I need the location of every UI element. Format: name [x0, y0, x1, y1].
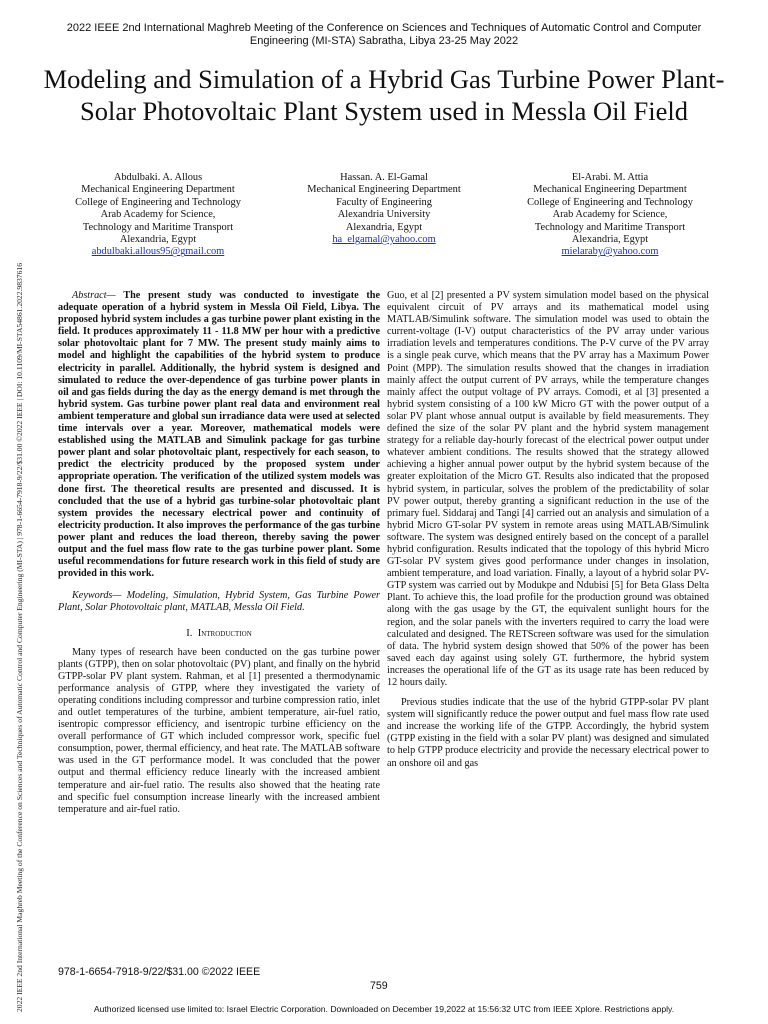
paper-title: Modeling and Simulation of a Hybrid Gas Turbine Power Plant-Solar Photovoltaic Plant System used in Messla Oil Field: [43, 64, 725, 126]
author-affiliation-line: Arab Academy for Science,: [100, 209, 216, 221]
author-affiliation-line: Technology and Maritime Transport: [534, 221, 686, 233]
keywords-text: Modeling, Simulation, Hybrid System, Gas Turbine Power Plant, Solar Photovoltaic plant, MATLAB, Messla Oil Field.: [58, 590, 380, 614]
author-affiliation-line: Alexandria, Egypt: [119, 234, 197, 246]
keywords: [58, 590, 380, 614]
author-affiliation-line: Technology and Maritime Transport: [82, 221, 234, 233]
intro-paragraph: Many types of research have been conducted on the gas turbine power plants (GTPP), then on solar photovoltaic (PV) plant, and finally on the hybrid GTPP-solar PV plant system. Rahman, et al [1] presented a thermodynamic performance analysis of GTPP, where they investigated the variety of operating conditions including compressor and turbine compression ratio, inlet and outlet temperatures of the turbine, ambient temperature, air-fuel ratio, isentropic compressor efficiency, and isentropic turbine efficiency on the overall performance of GT which included compressor work, specific fuel consumption, power, thermal efficiency, and heat rate. The MATLAB software was used in the GT performance model. It was concluded that the power output and thermal efficiency reduce linearly with the increased ambient temperature and air-fuel ratio. The results also showed that the heating rate and specific fuel consumption increase linearly with the increased ambient temperature and air-fuel ratio.: [58, 646, 380, 815]
keywords-label: Keywords—: [72, 590, 122, 602]
doi-side-text: 2022 IEEE 2nd International Maghreb Meeting of the Conference on Sciences and Techniques of Automatic Control and Computer Engineering (MI-STA) | 978-1-6654-7918-9/22/$31.00 ©2022 IEEE | DOI: 10.1109/MI-STA54861.2022.9837616: [15, 263, 24, 1012]
abstract-text: The present study was conducted to investigate the adequate operation of a hybrid system in Messla Oil Field, Libya. The proposed hybrid system includes a gas turbine power plant existing in the field. It produces approximately 11 - 11.8 MW per hour with a predictive solar photovoltaic plant for 7 MW. The present study mainly aims to model and highlight the capabilities of the hybrid system to produce electricity in parallel. Additionally, the hybrid system is designed and simulated to reduce the over-dependence of gas turbine power plants in oil and gas fields during the day as the energy demand is met through the hybrid system. Gas turbine power plant real data and environment real ambient temperature and global sun irradiance data were used at selected time intervals over a year. Moreover, mathematical models were established using the MATLAB and Simulink package for gas turbine power plant and solar photovoltaic plant, respectively for each season, to predict the electricity produced by the proposed system under appropriate operation. The verification of the utilized system models was done first. The theoretical results are presented and discussed. It is concluded that the use of a hybrid gas turbine-solar photovoltaic plant system provides the necessary electrical power and continuity of electricity production. It also improves the performance of the gas turbine power plant and reduces the load thereon, thereby saving the power output and the fuel mass flow rate to the gas turbine power plant. Some useful recommendations for future research work in this field of study are provided in this work.: [58, 290, 380, 580]
author-affiliation-line: Faculty of Engineering: [336, 196, 432, 208]
author-3: [492, 172, 728, 259]
body-paragraph: Guo, et al [2] presented a PV system simulation model based on the physical equivalent circuit of PV arrays and its mathematical model using MATLAB/Simulink software. The simulation model was used to obtain the current-voltage (I-V) output characteristics of the PV array under various irradiation levels and temperatures conditions. The P-V curve of the PV array is a single peak curve, which means that the PV array has a Maximum Power Point (MPP). The simulation results showed that the changes in irradiation mainly affect the output current of PV arrays, while the temperature changes mainly affect the output voltage of PV arrays. Comodi, et al [3] presented a hybrid system consisting of a 100 kW Micro GT with the power output of a solar PV plant whose annual output is available by field measurements. They defined the size of the solar PV plant and the hybrid system management strategy for a reliable day-hourly forecast of the electrical power output under whatever ambient conditions. The results showed that the strategy allowed achieving a higher annual power output by the hybrid system because of the greater exploitation of the Micro GT. Results also indicated that the proposed hybrid system, in particular, solves the problem of the predictability of solar PV power output, thereby granting a significant reduction in the use of the primary fuel. Siddaraj and Tangi [4] carried out an analysis and simulation of a hybrid Micro GT-solar PV system in remote areas using MATLAB/Simulink software. The system was designed entirely based on the concept of a parallel hybrid configuration. Results indicated that the topology of this hybrid Micro GT-solar PV system gives good performance under changes in insolation, ambient temperature, and load variation. Finally, a layout of a hybrid solar PV-GTP system was carried out by Modukpe and Ndubisi [5] for Beta Glass Delta Plant. To achieve this, the load profile for the production ground was obtained along with the gas usage by the GT, the equivalent sunlight hours for the region, and the solar panels with the inverters required to carry the load were calculated and designed. The RETScreen software was used for the simulation of data. The hybrid system design showed that 50% of the power has been saved each day against using solely GT. furthermore, the hybrid system increases the operational life of the GT as its usage rate has been reduced by 12 hours daily.: [387, 290, 709, 688]
section-title: Introduction: [197, 628, 252, 640]
author-email-link[interactable]: abdulbaki.allous95@gmail.com: [91, 246, 225, 258]
right-column: [387, 290, 709, 770]
abstract: [58, 290, 380, 580]
abstract-label: Abstract—: [72, 290, 116, 301]
author-affiliation-line: Alexandria, Egypt: [571, 234, 649, 246]
license-notice: Authorized licensed use limited to: Israel Electric Corporation. Downloaded on December 19,2022 at 15:56:32 UTC from IEEE Xplore. Restrictions apply.: [93, 1004, 675, 1014]
author-1: [40, 172, 276, 259]
footer-isbn: 978-1-6654-7918-9/22/$31.00 ©2022 IEEE: [58, 966, 261, 978]
author-affiliation-line: Mechanical Engineering Department: [307, 184, 461, 196]
author-affiliation-line: Mechanical Engineering Department: [533, 184, 687, 196]
author-name: Abdulbaki. A. Allous: [113, 172, 203, 183]
section-number: I.: [186, 628, 193, 640]
section-heading: [58, 628, 380, 640]
conference-header: 2022 IEEE 2nd International Maghreb Meeting of the Conference on Sciences and Techniques of Automatic Control and Computer Engineering (MI-STA) Sabratha, Libya 23-25 May 2022: [66, 22, 702, 47]
left-column: [58, 290, 380, 816]
body-paragraph: Previous studies indicate that the use of the hybrid GTPP-solar PV plant system will significantly reduce the power output and fuel mass flow rate used and increase the working life of the GTPP. Accordingly, the hybrid system (GTPP existing in the field with a solar PV plant) was designed and simulated to help GTPP produce electricity and provide the necessary electrical power to an onshore oil and gas: [387, 697, 709, 769]
author-email-link[interactable]: ha_elgamal@yahoo.com: [332, 234, 436, 246]
author-name: El-Arabi. M. Attia: [571, 172, 649, 183]
page-number: 759: [370, 980, 388, 992]
author-email-link[interactable]: mielaraby@yahoo.com: [561, 246, 659, 258]
author-affiliation-line: Alexandria, Egypt: [345, 221, 423, 233]
author-name: Hassan. A. El-Gamal: [340, 172, 428, 183]
author-affiliation-line: Alexandria University: [337, 209, 431, 221]
author-affiliation-line: College of Engineering and Technology: [75, 196, 241, 208]
author-affiliation-line: Arab Academy for Science,: [552, 209, 668, 221]
author-affiliation-line: College of Engineering and Technology: [527, 196, 693, 208]
author-affiliation-line: Mechanical Engineering Department: [81, 184, 235, 196]
author-2: [266, 172, 502, 246]
